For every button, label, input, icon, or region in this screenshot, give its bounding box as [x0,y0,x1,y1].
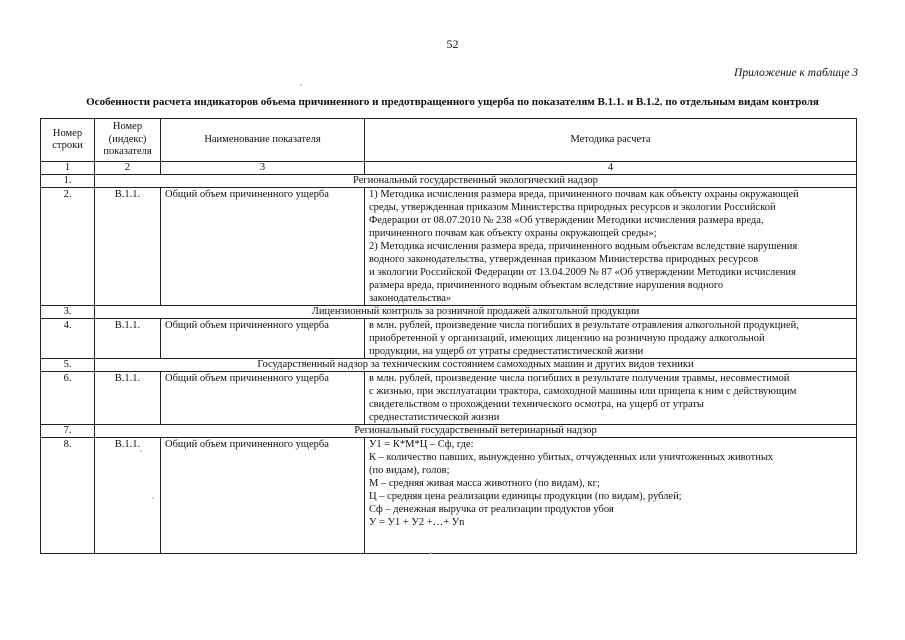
methodology-table [40,118,857,554]
method-line: 1) Методика исчисления размера вреда, причиненного почвам как объекту охраны окружающей [369,189,799,200]
indicator-index: В.1.1. [95,438,161,554]
column-number: 3 [161,162,365,175]
indicator-index: В.1.1. [95,188,161,306]
method-line: К – количество павших, вынужденно убитых, отчужденных или уничтоженных животных [369,452,774,463]
indicator-index: В.1.1. [95,372,161,425]
row-number: 7. [41,425,95,438]
calculation-method [365,438,857,554]
method-line: М – средняя живая масса животного (по видам), кг; [369,478,600,489]
header-row [41,119,857,162]
section-title: Региональный государственный экологический надзор [95,175,857,188]
indicator-name: Общий объем причиненного ущерба [161,188,365,306]
section-row [41,359,857,372]
method-line: среды, утвержденная приказом Министерства природных ресурсов и экологии Российской [369,202,776,213]
row-number: 4. [41,319,95,359]
section-row [41,425,857,438]
method-line: свидетельством о прохождении технического осмотра, на ущерб от утраты [369,399,704,410]
header-row-number: Номер строки [41,119,95,162]
table-row [41,188,857,306]
indicator-name: Общий объем причиненного ущерба [161,319,365,359]
method-line: законодательства» [369,293,452,304]
row-number: 2. [41,188,95,306]
section-row [41,306,857,319]
method-line: 2) Методика исчисления размера вреда, причиненного водным объектам вследствие нарушения [369,241,798,252]
section-row [41,175,857,188]
method-line: У1 = К*М*Ц – Сф, где: [369,439,474,450]
scan-speck [300,84,302,86]
method-line: Ц – средняя цена реализации единицы продукции (по видам), рублей; [369,491,682,502]
method-line: размера вреда, причиненного водным объектам вследствие нарушения водного [369,280,724,291]
method-line: с жизнью, при эксплуатации трактора, самоходной машины или прицепа к ним с действующим [369,386,797,397]
scan-speck [140,450,142,452]
header-indicator-name: Наименование показателя [161,119,365,162]
column-number: 2 [95,162,161,175]
method-line: Федерации от 08.07.2010 № 238 «Об утверждении Методики исчисления размера вреда, [369,215,764,226]
calculation-method [365,319,857,359]
method-line: У = У1 + У2 +…+ Уn [369,517,465,528]
column-number: 4 [365,162,857,175]
row-number: 8. [41,438,95,554]
method-line: водного законодательства, утвержденная приказом Министерства природных ресурсов [369,254,759,265]
section-title: Региональный государственный ветеринарный надзор [95,425,857,438]
indicator-index: В.1.1. [95,319,161,359]
column-number-row [41,162,857,175]
document-title: Особенности расчета индикаторов объема причиненного и предотвращенного ущерба по показателям В.1.1. и В.1.2. по отдельным видам контроля [86,96,819,108]
method-line: причиненного почвам как объекту охраны окружающей среды»; [369,228,657,239]
appendix-label: Приложение к таблице 3 [734,67,858,79]
row-number: 1. [41,175,95,188]
method-line: в млн. рублей, произведение числа погибших в результате отравления алкогольной продукцией, [369,320,799,331]
indicator-name: Общий объем причиненного ущерба [161,372,365,425]
method-line: приобретенной у организаций, имеющих лицензию на розничную продажу алкогольной [369,333,765,344]
row-number: 5. [41,359,95,372]
indicator-name: Общий объем причиненного ущерба [161,438,365,554]
method-line: в млн. рублей, произведение числа погибших в результате получения травмы, несовместимой [369,373,790,384]
method-line: (по видам), голов; [369,465,450,476]
calculation-method [365,188,857,306]
column-number: 1 [41,162,95,175]
method-line: Сф – денежная выручка от реализации продуктов убоя [369,504,614,515]
method-line: и экологии Российской Федерации от 13.04.2009 № 87 «Об утверждении Методики исчисления [369,267,796,278]
method-line: продукции, на ущерб от утраты среднестатистической жизни [369,346,644,357]
table-row [41,372,857,425]
table-row [41,319,857,359]
method-line: среднестатистической жизни [369,412,500,423]
scan-speck [430,552,432,554]
scan-speck [152,497,154,499]
row-number: 3. [41,306,95,319]
row-number: 6. [41,372,95,425]
table-row [41,438,857,554]
section-title: Лицензионный контроль за розничной продажей алкогольной продукции [95,306,857,319]
header-indicator-index: Номер (индекс) показателя [95,119,161,162]
calculation-method [365,372,857,425]
header-calculation-method: Методика расчета [365,119,857,162]
section-title: Государственный надзор за техническим состоянием самоходных машин и других видов техники [95,359,857,372]
page-number: 52 [446,37,459,51]
